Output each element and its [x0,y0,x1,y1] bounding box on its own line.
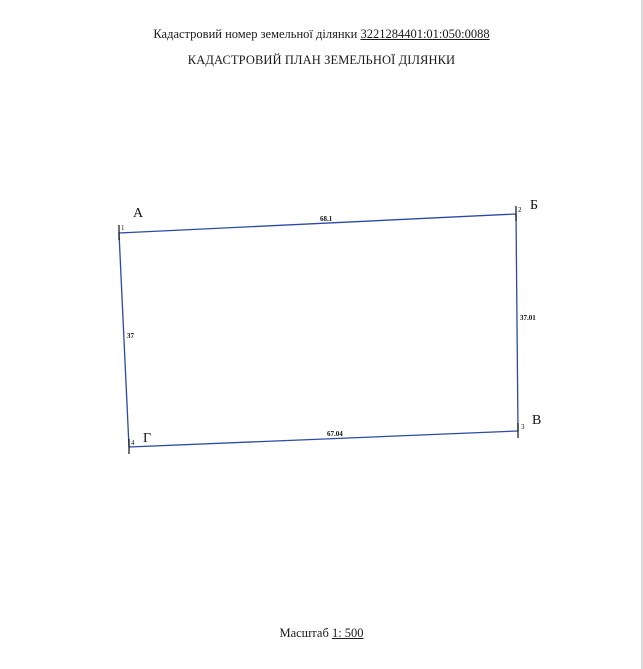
vertex-markers [119,206,518,454]
vertex-number-label: 3 [521,423,525,431]
boundary-side [119,233,129,447]
scale-line [0,626,643,641]
vertex-letter-label: А [133,206,144,221]
cadastral-number-label: Кадастровий номер земельної ділянки [153,27,358,41]
boundary-side [129,431,518,447]
vertex-number-label: 2 [518,206,522,214]
side-length-label: 37 [127,332,134,340]
side-length-label: 67.04 [327,430,343,438]
vertex-letter-label: Б [530,198,539,213]
boundary-side [119,214,516,233]
vertex-number-label: 1 [121,224,125,232]
plan-labels [121,198,541,447]
cadastral-number-value: 3221284401:01:050:0088 [360,27,490,41]
boundary-side [516,214,518,431]
scale-value: 1: 500 [331,626,364,640]
side-length-label: 68.1 [320,215,333,223]
side-length-label: 37.01 [520,314,536,322]
scale-label: Масштаб [279,626,329,640]
vertex-number-label: 4 [131,439,135,447]
plan-title: КАДАСТРОВИЙ ПЛАН ЗЕМЕЛЬНОЇ ДІЛЯНКИ [187,53,456,67]
vertex-letter-label: Г [143,431,152,446]
vertex-letter-label: В [532,413,542,428]
parcel-boundary [119,214,518,447]
